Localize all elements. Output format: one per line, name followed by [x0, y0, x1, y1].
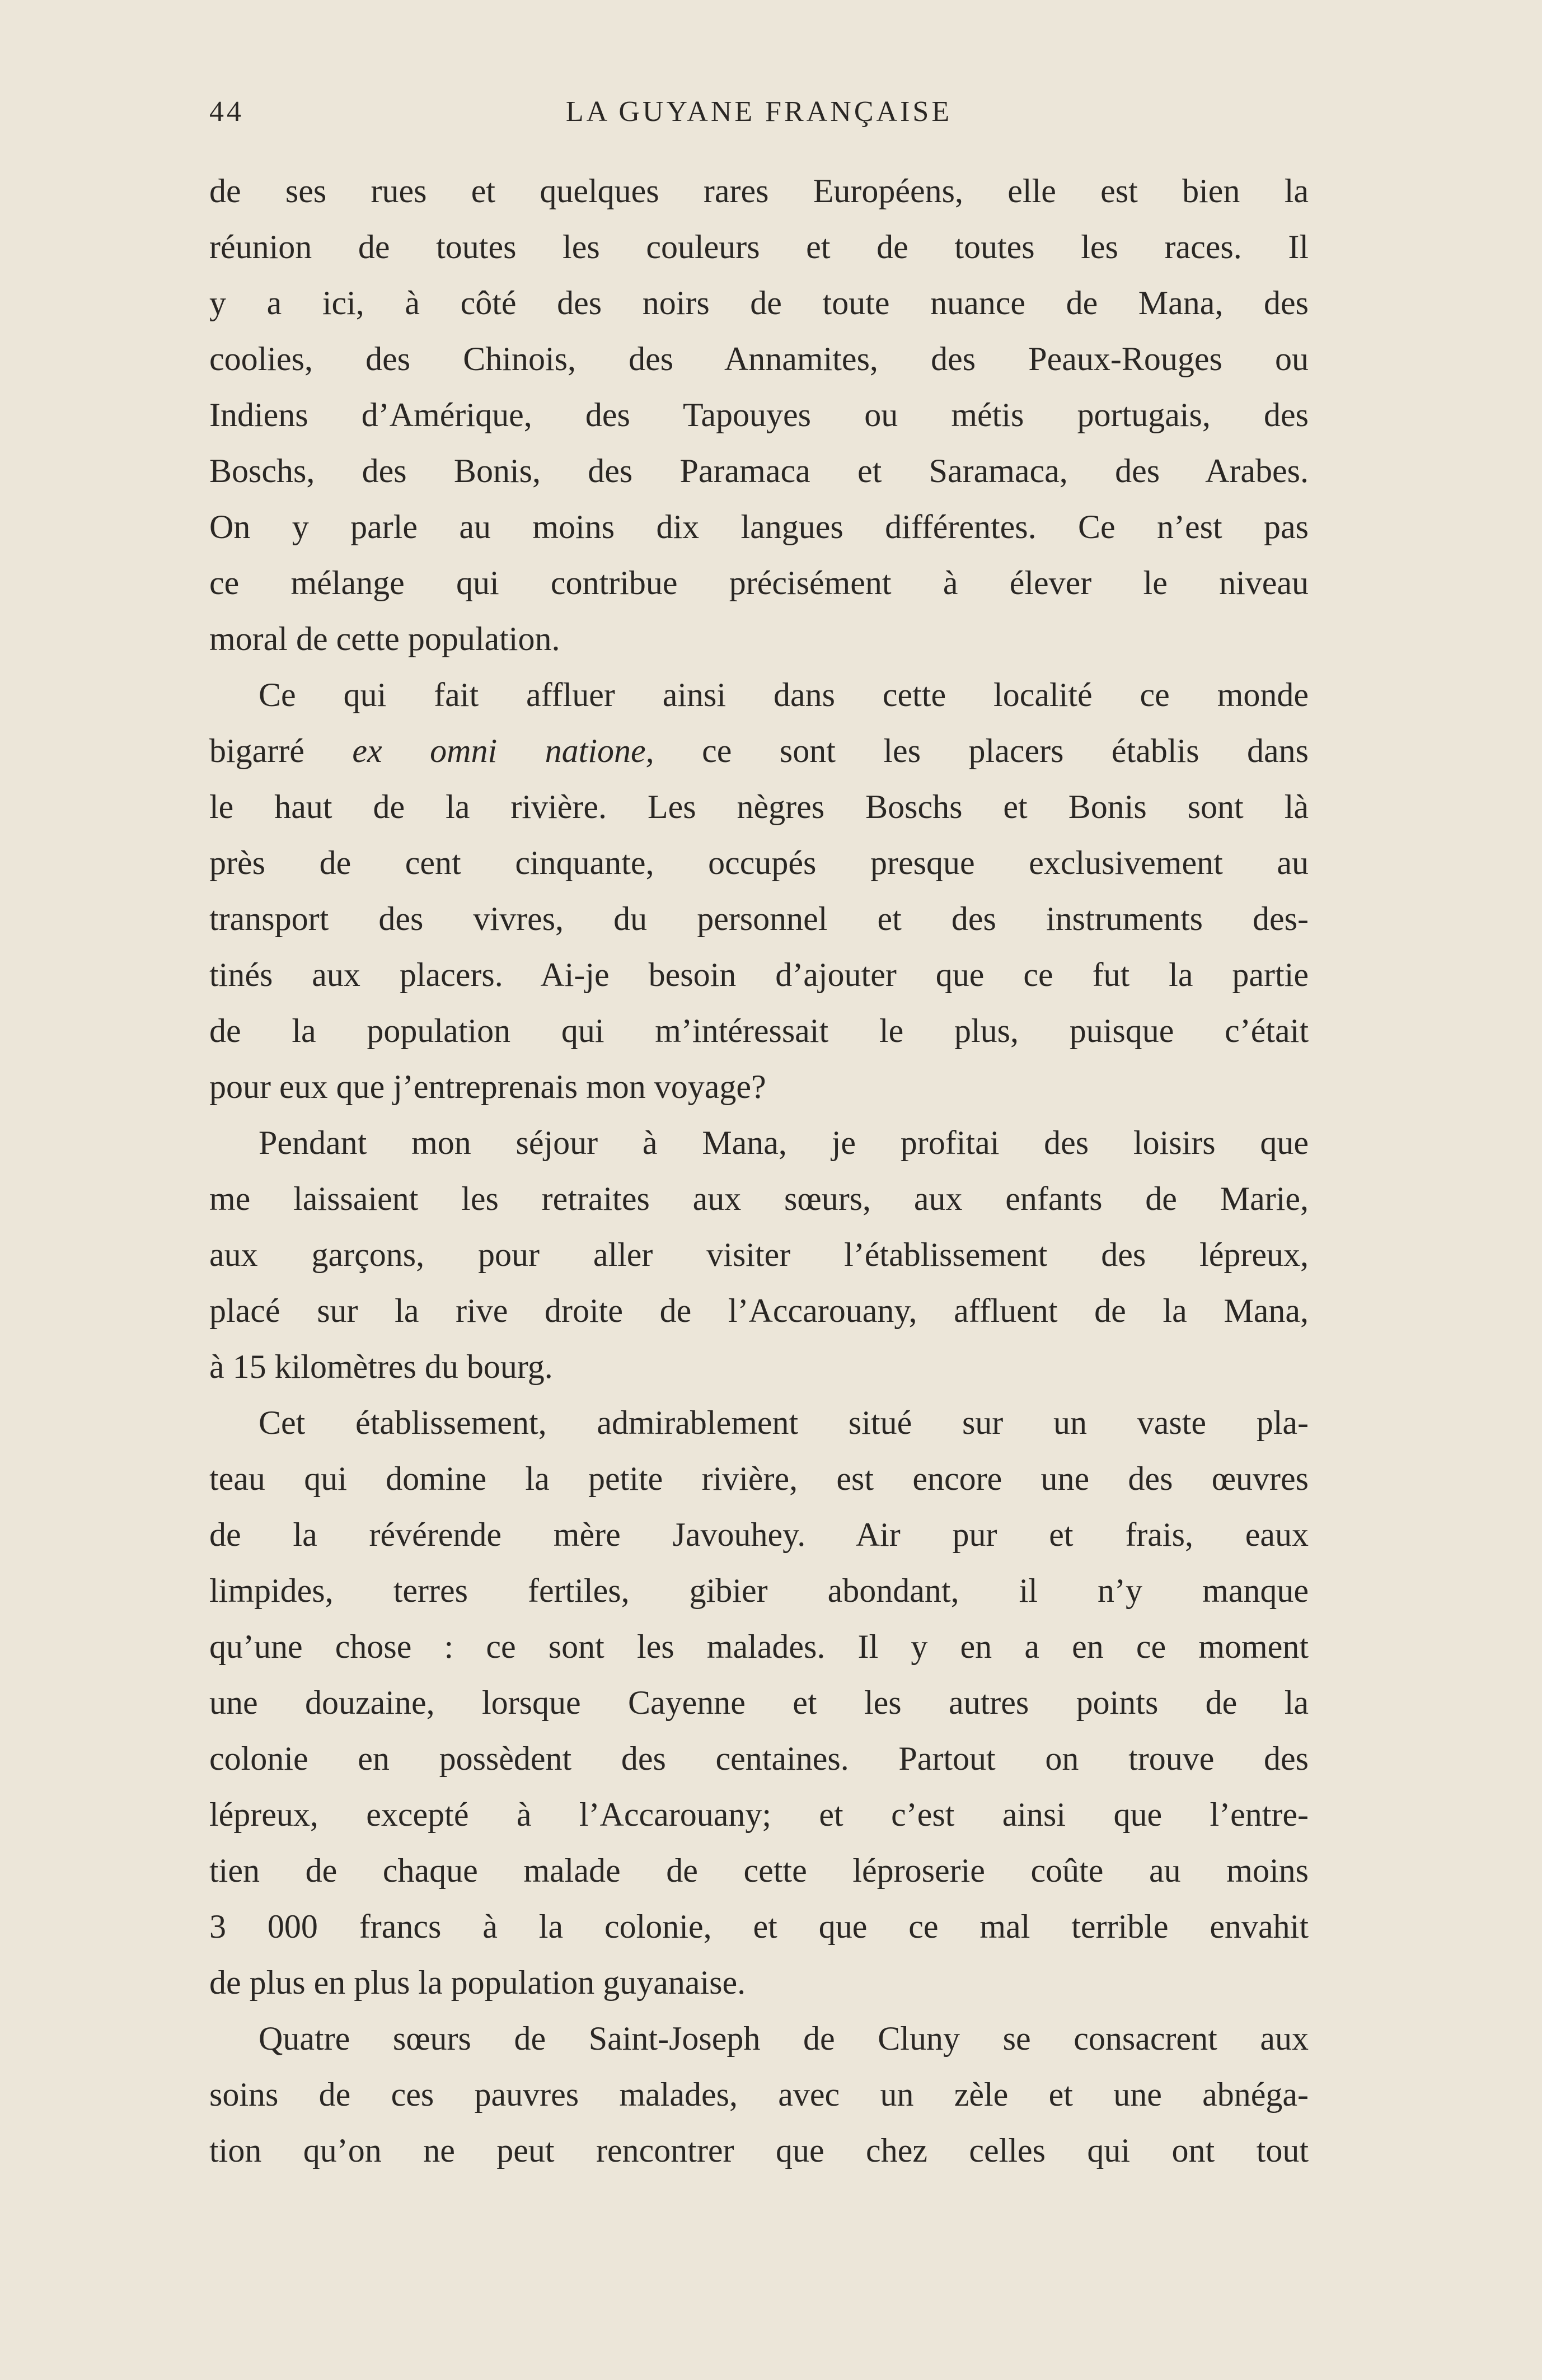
text-line: près de cent cinquante, occupés presque exclusivement au	[209, 844, 1309, 881]
text-line: Quatre sœurs de Saint-Joseph de Cluny se consacrent aux	[259, 2020, 1309, 2057]
text-line: aux garçons, pour aller visiter l’établissement des lépreux,	[209, 1236, 1309, 1273]
text-line: tion qu’on ne peut rencontrer que chez celles qui ont tout	[209, 2132, 1309, 2169]
text-line: lépreux, excepté à l’Accarouany; et c’est ainsi que l’entre-	[209, 1796, 1309, 1833]
text-line: 3 000 francs à la colonie, et que ce mal terrible envahit	[209, 1908, 1309, 1945]
latin-phrase: ex omni natione,	[352, 732, 654, 769]
text-line: Cet établissement, admirablement situé sur un vaste pla-	[259, 1404, 1309, 1441]
text-line: ce mélange qui contribue précisément à élever le niveau	[209, 564, 1309, 601]
text-line: tinés aux placers. Ai-je besoin d’ajouter que ce fut la partie	[209, 956, 1309, 993]
text-line: de ses rues et quelques rares Européens, elle est bien la	[209, 172, 1309, 209]
text-line: transport des vivres, du personnel et des instruments des-	[209, 900, 1309, 937]
text-line: de la révérende mère Javouhey. Air pur et frais, eaux	[209, 1516, 1309, 1553]
text-line: y a ici, à côté des noirs de toute nuance de Mana, des	[209, 284, 1309, 321]
text-line: Boschs, des Bonis, des Paramaca et Saramaca, des Arabes.	[209, 452, 1309, 489]
text-line: colonie en possèdent des centaines. Partout on trouve des	[209, 1740, 1309, 1777]
line-text-before: bigarré	[209, 732, 304, 769]
running-title: LA GUYANE FRANÇAISE	[565, 96, 953, 128]
text-line: moral de cette population.	[209, 620, 560, 657]
text-line: me laissaient les retraites aux sœurs, aux enfants de Marie,	[209, 1180, 1309, 1217]
text-line: le haut de la rivière. Les nègres Boschs et Bonis sont là	[209, 788, 1309, 825]
text-line	[209, 723, 1309, 779]
text-line: placé sur la rive droite de l’Accarouany, affluent de la Mana,	[209, 1292, 1309, 1329]
text-line: de plus en plus la population guyanaise.	[209, 1964, 746, 2001]
text-line: teau qui domine la petite rivière, est encore une des œuvres	[209, 1460, 1309, 1497]
text-line: coolies, des Chinois, des Annamites, des Peaux-Rouges ou	[209, 340, 1309, 377]
text-line: pour eux que j’entreprenais mon voyage?	[209, 1068, 766, 1105]
page-number: 44	[209, 96, 244, 128]
page-header	[209, 95, 1309, 140]
text-line: limpides, terres fertiles, gibier abondant, il n’y manque	[209, 1572, 1309, 1609]
text-line: réunion de toutes les couleurs et de toutes les races. Il	[209, 228, 1309, 265]
text-line: soins de ces pauvres malades, avec un zèle et une abnéga-	[209, 2076, 1309, 2113]
text-line: de la population qui m’intéressait le plus, puisque c’était	[209, 1012, 1309, 1049]
text-line: On y parle au moins dix langues différentes. Ce n’est pas	[209, 508, 1309, 545]
text-line: tien de chaque malade de cette léproserie coûte au moins	[209, 1852, 1309, 1889]
line-text-after: ce sont les placers établis dans	[702, 732, 1309, 769]
text-line: Ce qui fait affluer ainsi dans cette localité ce monde	[259, 676, 1309, 713]
text-line: Indiens d’Amérique, des Tapouyes ou métis portugais, des	[209, 396, 1309, 433]
text-line: à 15 kilomètres du bourg.	[209, 1348, 553, 1385]
text-line: une douzaine, lorsque Cayenne et les autres points de la	[209, 1684, 1309, 1721]
text-line: qu’une chose : ce sont les malades. Il y en a en ce moment	[209, 1628, 1309, 1665]
text-line: Pendant mon séjour à Mana, je profitai des loisirs que	[259, 1124, 1309, 1161]
